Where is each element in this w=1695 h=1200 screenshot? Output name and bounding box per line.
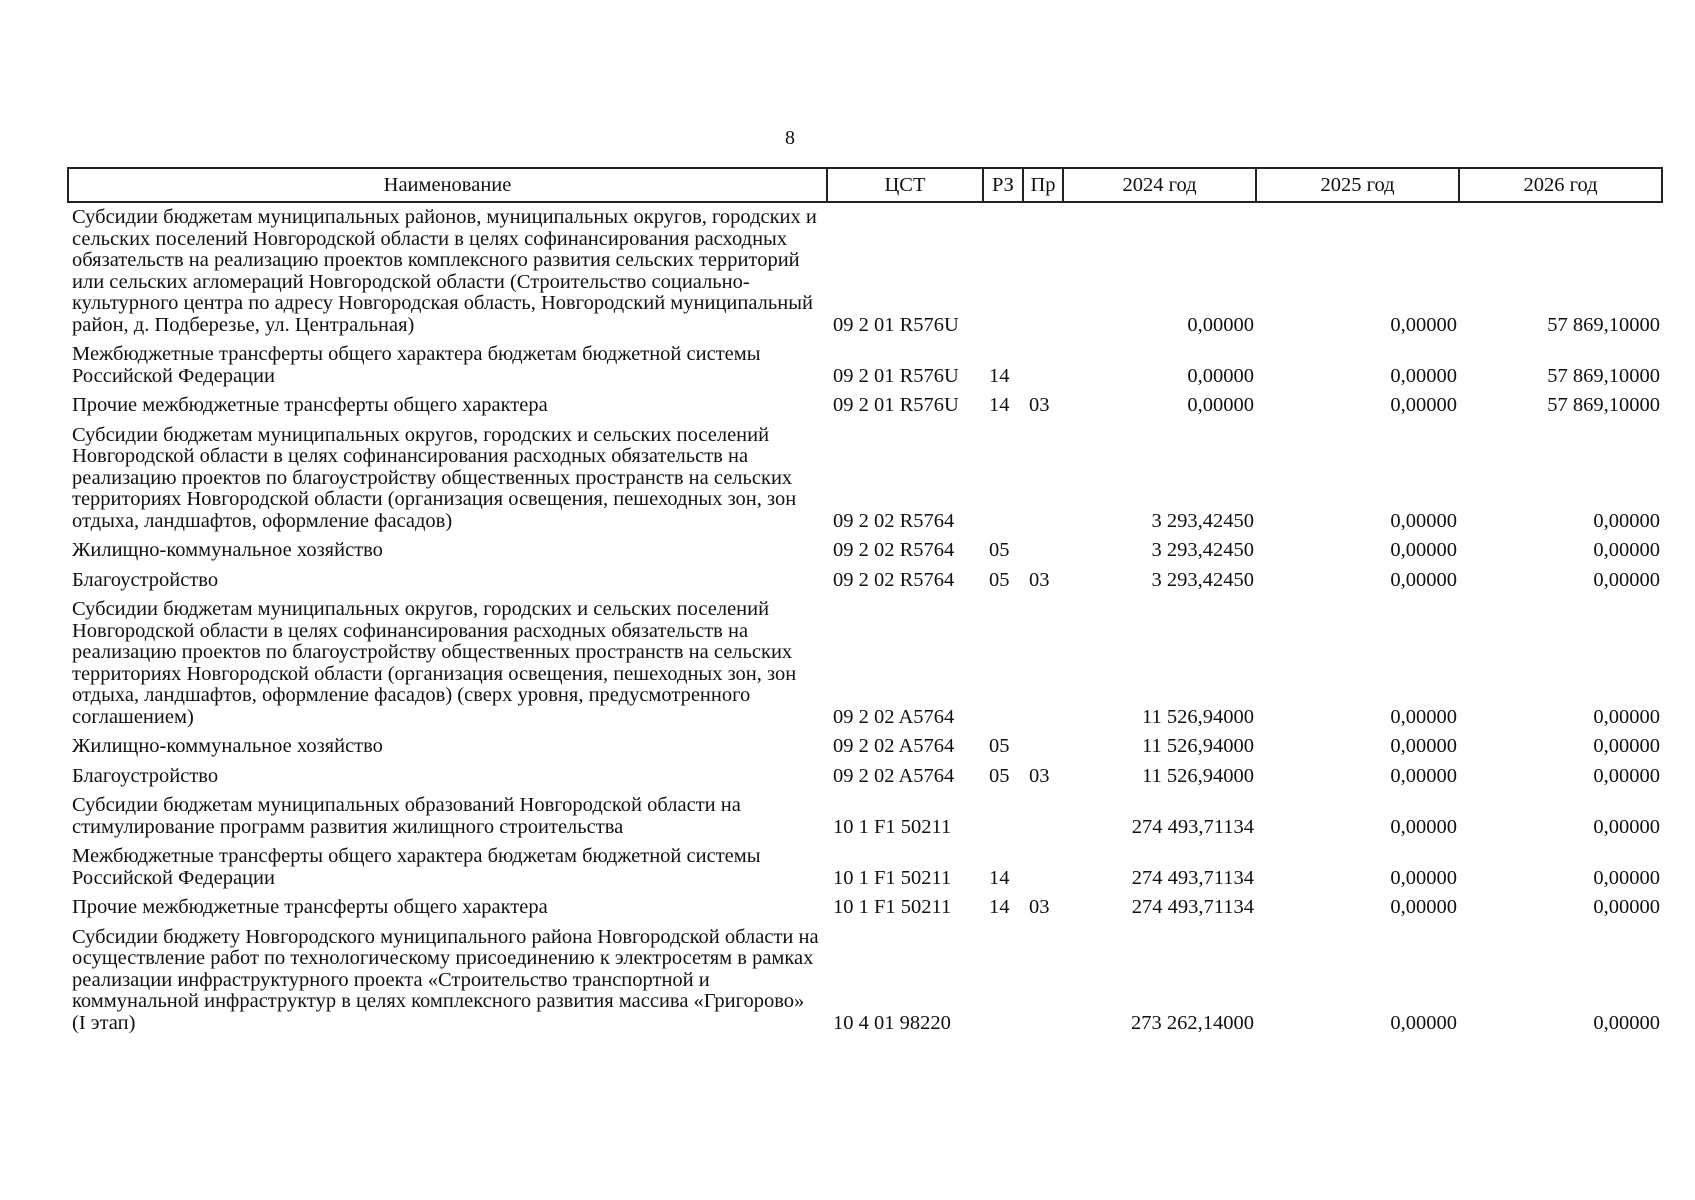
row-amount-2025: 0,00000 — [1390, 313, 1457, 336]
row-amount-2025: 0,00000 — [1390, 364, 1457, 387]
row-amount-2024: 274 493,71134 — [1131, 896, 1254, 918]
row-amount-2025: 0,00000 — [1390, 735, 1457, 757]
row-amount-2026: 0,00000 — [1593, 764, 1660, 787]
row-cst-code: 10 1 F1 50211 — [833, 815, 952, 838]
row-amount-2024: 274 493,71134 — [1131, 815, 1254, 838]
table-row — [68, 762, 1662, 792]
row-amount-2024: 0,00000 — [1187, 394, 1254, 416]
row-rz-code — [983, 791, 1023, 842]
row-cst-code: 09 2 02 R5764 — [833, 568, 955, 591]
row-rz-code: 14 — [989, 896, 1010, 918]
row-name: Жилищно-коммунальное хозяйство — [72, 735, 383, 757]
row-amount-2026: 57 869,10000 — [1547, 394, 1660, 416]
row-name: Субсидии бюджетам муниципальных округов, городских и сельских поселений Новгородской области в целях софинансирования расходных обязательств на реализацию проектов по благоустройству общественных пространств на сельских территориях Новгородской области (организация освещения, пешеходных зон, зон отдыха, ландшафтов, оформление фасадов) (сверх уровня, предусмотренного соглашением) — [72, 598, 797, 728]
row-amount-2024: 3 293,42450 — [1151, 568, 1254, 591]
row-rz-code: 14 — [989, 394, 1010, 416]
table-row — [68, 202, 1662, 340]
row-amount-2024: 3 293,42450 — [1151, 539, 1254, 561]
row-amount-2026: 0,00000 — [1593, 735, 1660, 757]
row-cst-code: 10 4 01 98220 — [833, 1011, 951, 1034]
row-cst-code: 09 2 02 A5764 — [833, 735, 955, 757]
row-rz-code: 05 — [989, 568, 1010, 591]
header-2026: 2026 год — [1459, 168, 1662, 202]
row-amount-2026: 0,00000 — [1593, 866, 1660, 889]
header-2024: 2024 год — [1063, 168, 1256, 202]
row-amount-2024: 274 493,71134 — [1131, 866, 1254, 889]
row-cst-code: 09 2 01 R576U — [833, 394, 959, 416]
row-name: Субсидии бюджетам муниципальных образований Новгородской области на стимулирование программ развития жилищного строительства — [72, 794, 741, 838]
row-pr-code — [1023, 421, 1063, 537]
row-amount-2025: 0,00000 — [1390, 1011, 1457, 1034]
row-pr-code: 03 — [1029, 764, 1050, 787]
table-row — [68, 536, 1662, 566]
row-amount-2026: 0,00000 — [1593, 539, 1660, 561]
row-pr-code — [1023, 536, 1063, 566]
header-row — [68, 168, 1662, 202]
table-row — [68, 791, 1662, 842]
row-name: Прочие межбюджетные трансферты общего характера — [72, 896, 548, 918]
table-body — [68, 202, 1662, 1038]
table-header — [68, 168, 1662, 202]
row-amount-2024: 273 262,14000 — [1131, 1011, 1254, 1034]
page-number: 8 — [785, 127, 795, 149]
row-name: Межбюджетные трансферты общего характера бюджетам бюджетной системы Российской Федерации — [72, 845, 761, 889]
row-amount-2024: 11 526,94000 — [1142, 764, 1254, 787]
row-rz-code — [983, 923, 1023, 1039]
row-amount-2026: 0,00000 — [1593, 1011, 1660, 1034]
table-row — [68, 391, 1662, 421]
row-name: Благоустройство — [72, 764, 219, 787]
row-amount-2024: 11 526,94000 — [1142, 735, 1254, 757]
row-cst-code: 10 1 F1 50211 — [833, 896, 952, 918]
row-amount-2026: 0,00000 — [1593, 705, 1660, 728]
row-cst-code: 09 2 02 R5764 — [833, 509, 955, 532]
row-amount-2025: 0,00000 — [1390, 539, 1457, 561]
row-pr-code — [1023, 923, 1063, 1039]
header-2025: 2025 год — [1256, 168, 1459, 202]
row-rz-code: 05 — [989, 735, 1010, 757]
row-amount-2025: 0,00000 — [1390, 896, 1457, 918]
row-amount-2025: 0,00000 — [1390, 866, 1457, 889]
row-cst-code: 09 2 02 A5764 — [833, 705, 955, 728]
row-pr-code — [1023, 732, 1063, 762]
row-rz-code: 14 — [989, 866, 1010, 889]
row-rz-code: 05 — [989, 539, 1010, 561]
row-pr-code — [1023, 595, 1063, 732]
row-cst-code: 10 1 F1 50211 — [833, 866, 952, 889]
row-amount-2025: 0,00000 — [1390, 764, 1457, 787]
row-name: Прочие межбюджетные трансферты общего характера — [72, 394, 548, 416]
row-name: Межбюджетные трансферты общего характера бюджетам бюджетной системы Российской Федерации — [72, 343, 761, 387]
table-row — [68, 893, 1662, 923]
table-row — [68, 732, 1662, 762]
row-amount-2025: 0,00000 — [1390, 509, 1457, 532]
row-amount-2025: 0,00000 — [1390, 568, 1457, 591]
table-row — [68, 923, 1662, 1039]
table-row — [68, 595, 1662, 732]
header-name: Наименование — [68, 168, 827, 202]
row-pr-code — [1023, 842, 1063, 893]
budget-table — [67, 167, 1663, 1038]
table-row — [68, 421, 1662, 537]
row-rz-code — [983, 421, 1023, 537]
row-amount-2026: 57 869,10000 — [1547, 313, 1660, 336]
row-amount-2025: 0,00000 — [1390, 815, 1457, 838]
row-name: Субсидии бюджетам муниципальных округов, городских и сельских поселений Новгородской области в целях софинансирования расходных обязательств на реализацию проектов по благоустройству общественных пространств на сельских территориях Новгородской области (организация освещения, пешеходных зон, зон отдыха, ландшафтов, оформление фасадов) — [72, 423, 797, 532]
table-row — [68, 842, 1662, 893]
row-amount-2025: 0,00000 — [1390, 394, 1457, 416]
row-cst-code: 09 2 01 R576U — [833, 364, 959, 387]
row-name: Субсидии бюджетам муниципальных районов, муниципальных округов, городских и сельских поселений Новгородской области в целях софинансирования расходных обязательств на реализацию проектов комплексного развития сельских территорий или сельских агломераций Новгородской области (Строительство социально-культурного центра по адресу Новгородская область, Новгородский муниципальный район, д. Подберезье, ул. Центральная) — [72, 206, 817, 336]
row-amount-2026: 0,00000 — [1593, 568, 1660, 591]
row-amount-2026: 57 869,10000 — [1547, 364, 1660, 387]
row-name: Благоустройство — [72, 568, 219, 591]
row-pr-code — [1023, 791, 1063, 842]
row-pr-code: 03 — [1029, 568, 1050, 591]
table-row — [68, 566, 1662, 596]
row-rz-code: 05 — [989, 764, 1010, 787]
row-rz-code — [983, 202, 1023, 340]
row-amount-2024: 3 293,42450 — [1151, 509, 1254, 532]
row-rz-code — [983, 595, 1023, 732]
row-pr-code: 03 — [1029, 896, 1050, 918]
row-amount-2026: 0,00000 — [1593, 896, 1660, 918]
table-row — [68, 340, 1662, 391]
header-cst: ЦСТ — [827, 168, 983, 202]
row-amount-2024: 0,00000 — [1187, 364, 1254, 387]
row-name: Субсидии бюджету Новгородского муниципального района Новгородской области на осуществление работ по технологическому присоединению к электросетям в рамках реализации инфраструктурного проекта «Строительство транспортной и коммунальной инфраструктур в целях комплексного развития массива «Григорово» (I этап) — [72, 925, 819, 1034]
row-pr-code — [1023, 340, 1063, 391]
row-pr-code — [1023, 202, 1063, 340]
row-amount-2024: 0,00000 — [1187, 313, 1254, 336]
row-amount-2024: 11 526,94000 — [1142, 705, 1254, 728]
row-name: Жилищно-коммунальное хозяйство — [72, 539, 383, 561]
header-rz: РЗ — [983, 168, 1023, 202]
row-amount-2025: 0,00000 — [1390, 705, 1457, 728]
row-rz-code: 14 — [989, 364, 1010, 387]
row-amount-2026: 0,00000 — [1593, 815, 1660, 838]
row-cst-code: 09 2 02 A5764 — [833, 764, 955, 787]
row-pr-code: 03 — [1029, 394, 1050, 416]
header-pr: Пр — [1023, 168, 1063, 202]
row-amount-2026: 0,00000 — [1593, 509, 1660, 532]
row-cst-code: 09 2 02 R5764 — [833, 539, 955, 561]
row-cst-code: 09 2 01 R576U — [833, 313, 959, 336]
